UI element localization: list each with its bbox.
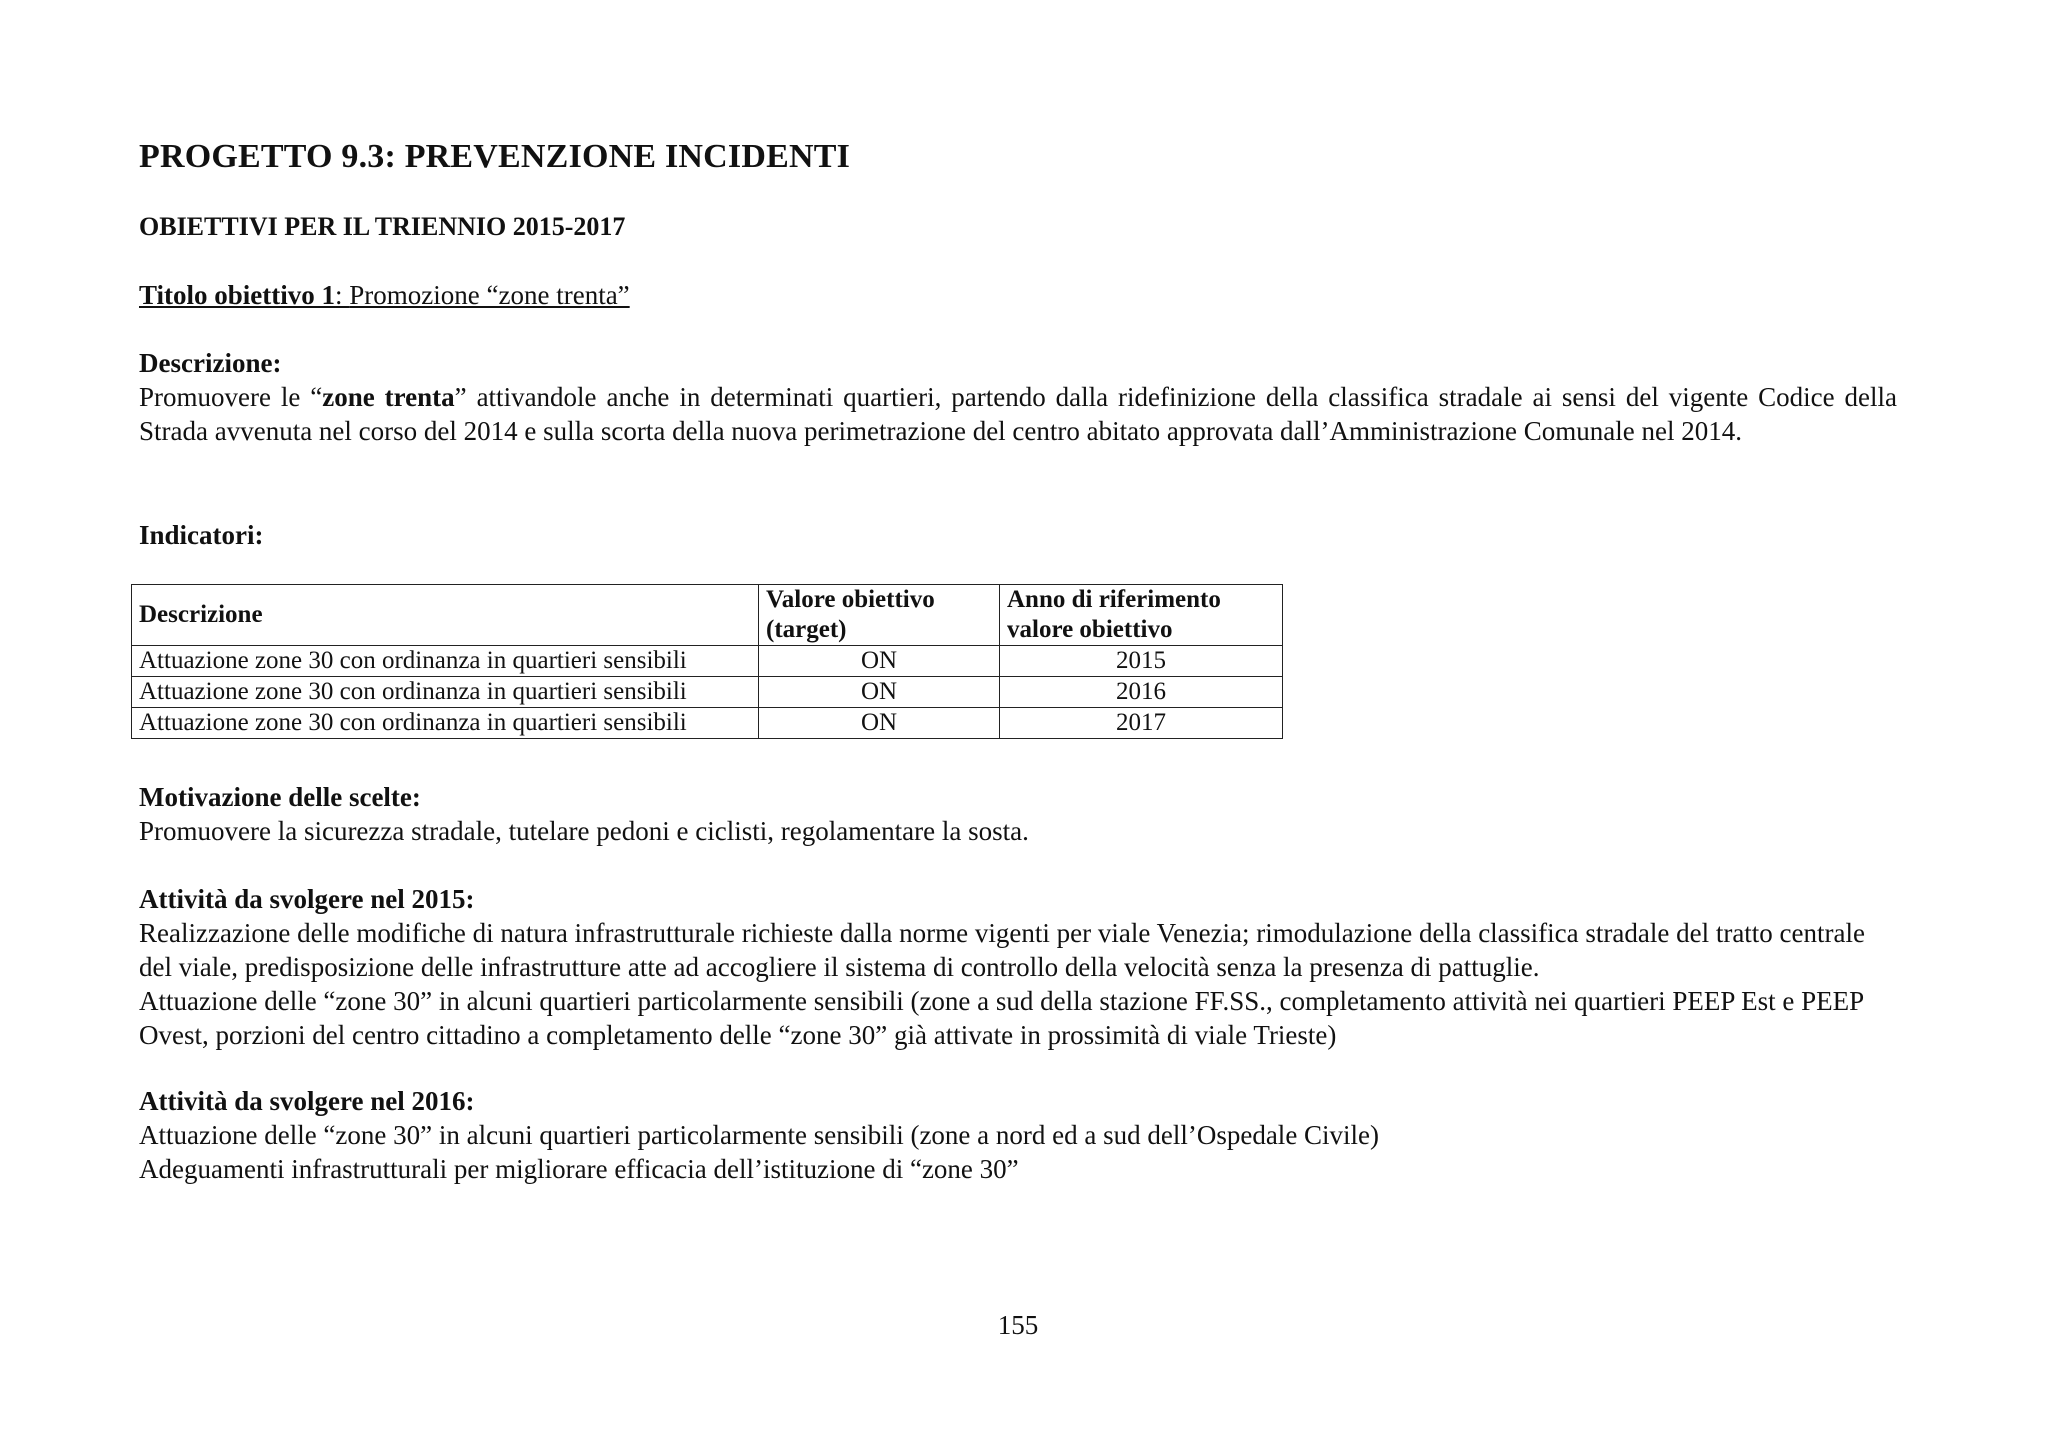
page-number: 155 [997,1310,1039,1340]
header-year [1000,585,1283,646]
activities-2016-section [139,1084,1897,1186]
row-target: ON [759,677,1000,708]
header-year-line2: valore obiettivo [1007,616,1173,643]
section-title: OBIETTIVI PER IL TRIENNIO 2015-2017 [139,212,626,241]
header-description: Descrizione [132,585,759,646]
table-row [132,646,1283,677]
motivation-heading: Motivazione delle scelte: [139,782,421,812]
header-target-line2: (target) [766,616,847,643]
table-row [132,708,1283,739]
objective-title: Promozione “zone trenta” [349,280,630,310]
header-target-line1: Valore obiettivo [766,586,935,613]
activities-2015-section [139,882,1897,1052]
row-description: Attuazione zone 30 con ordinanza in quartieri sensibili [132,708,759,739]
activities-2015-paragraph: Attuazione delle “zone 30” in alcuni quartieri particolarmente sensibili (zone a sud della stazione FF.SS., completamento attività nei quartieri PEEP Est e PEEP Ovest, porzioni del centro cittadino a completamento delle “zone 30” già attivate in prossimità di viale Trieste) [139,986,1864,1050]
indicators-table [131,584,1283,739]
row-target: ON [759,708,1000,739]
description-text [139,380,1897,448]
row-year: 2015 [1000,646,1283,677]
activities-2016-paragraph: Attuazione delle “zone 30” in alcuni quartieri particolarmente sensibili (zone a nord ed a sud dell’Ospedale Civile) [139,1120,1380,1150]
activities-2015-heading: Attività da svolgere nel 2015: [139,884,475,914]
objective-separator: : [335,280,350,310]
motivation-text: Promuovere la sicurezza stradale, tutelare pedoni e ciclisti, regolamentare la sosta. [139,816,1029,846]
objective-title-line [139,280,630,311]
description-text-post: ” attivandole anche in determinati quartieri, partendo dalla ridefinizione della classifica stradale ai sensi del vigente Codice della Strada avvenuta nel corso del 2014 e sulla scorta della nuova perimetrazione del centro abitato approvata dall’Amministrazione Comunale nel 2014. [139,382,1897,446]
activities-2016-heading: Attività da svolgere nel 2016: [139,1086,475,1116]
row-year: 2017 [1000,708,1283,739]
row-description: Attuazione zone 30 con ordinanza in quartieri sensibili [132,646,759,677]
description-text-bold: zone trenta [322,382,455,412]
row-description: Attuazione zone 30 con ordinanza in quartieri sensibili [132,677,759,708]
description-heading: Descrizione: [139,348,282,378]
table-row [132,677,1283,708]
activities-2015-paragraph: Realizzazione delle modifiche di natura infrastrutturale richieste dalla norme vigenti per viale Venezia; rimodulazione della classifica stradale del tratto centrale del viale, predisposizione delle infrastrutture atte ad accogliere il sistema di controllo della velocità senza la presenza di pattuglie. [139,918,1865,982]
description-section [139,346,1897,448]
indicators-heading: Indicatori: [139,520,264,550]
description-text-pre: Promuovere le “ [139,382,323,412]
motivation-section [139,780,1897,848]
objective-label: Titolo obiettivo 1 [139,280,336,310]
project-title: PROGETTO 9.3: PREVENZIONE INCIDENTI [139,138,851,175]
table-header-row [132,585,1283,646]
row-year: 2016 [1000,677,1283,708]
indicators-section [139,518,1897,552]
row-target: ON [759,646,1000,677]
header-year-line1: Anno di riferimento [1007,586,1221,613]
activities-2016-paragraph: Adeguamenti infrastrutturali per migliorare efficacia dell’istituzione di “zone 30” [139,1154,1019,1184]
header-target [759,585,1000,646]
